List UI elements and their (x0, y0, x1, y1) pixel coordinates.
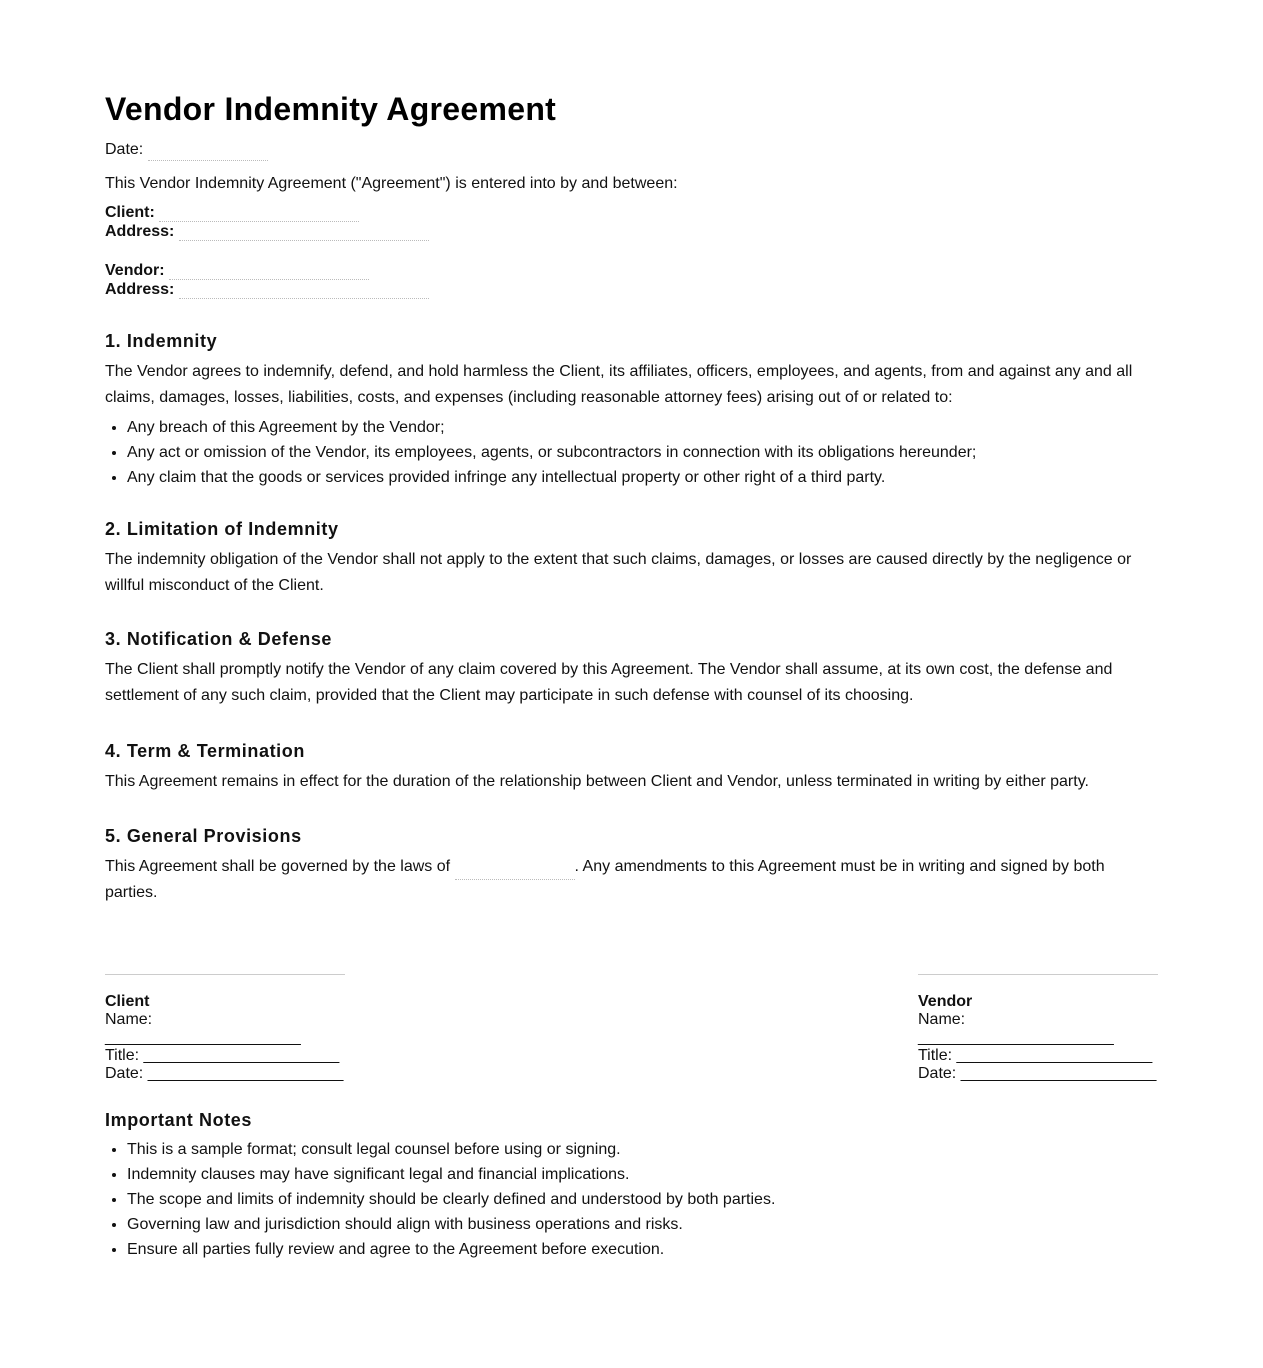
client-name-blank[interactable] (159, 203, 359, 222)
vendor-signature-line[interactable] (918, 974, 1158, 975)
list-item: • Any claim that the goods or services provided infringe any intellectual property or other right of a third party. (127, 465, 1158, 490)
section-heading: 1. Indemnity (105, 331, 218, 351)
vendor-party-block (105, 261, 1158, 299)
client-signature-block (105, 974, 345, 1083)
date-input-blank[interactable] (148, 142, 268, 161)
client-party-block (105, 203, 1158, 241)
client-label: Client: (105, 204, 155, 221)
indemnity-bullet-list (105, 415, 1158, 490)
vendor-signature-name: Name: ______________________ (918, 1011, 1114, 1046)
list-item: • Indemnity clauses may have significant legal and financial implications. (127, 1162, 1158, 1187)
section-heading: 5. General Provisions (105, 826, 302, 846)
section-body: The Client shall promptly notify the Vendor of any claim covered by this Agreement. The Vendor shall assume, at its own cost, the defense and settlement of any such claim, provided that the Client may participate in such defense with counsel of its choosing. (105, 661, 1113, 704)
document-title: Vendor Indemnity Agreement (105, 91, 557, 127)
vendor-address-label: Address: (105, 281, 175, 298)
notes-heading: Important Notes (105, 1110, 253, 1130)
signature-row (105, 974, 1158, 1082)
section-limitation (105, 517, 1158, 599)
vendor-signature-block (918, 974, 1158, 1083)
list-item: • This is a sample format; consult legal counsel before using or signing. (127, 1137, 1158, 1162)
vendor-signature-title: Title: ______________________ (918, 1047, 1153, 1064)
client-signature-line[interactable] (105, 974, 345, 975)
list-item: • Any act or omission of the Vendor, its employees, agents, or subcontractors in connection with its obligations hereunder; (127, 440, 1158, 465)
vendor-line (105, 261, 1158, 280)
vendor-signature-party: Vendor (918, 993, 973, 1010)
governing-law-text: This Agreement shall be governed by the laws of (105, 858, 451, 875)
section-body (105, 854, 1158, 906)
vendor-signature-date: Date: ______________________ (918, 1065, 1157, 1082)
client-signature-name: Name: ______________________ (105, 1011, 301, 1046)
list-item: • The scope and limits of indemnity should be clearly defined and understood by both parties. (127, 1187, 1158, 1212)
section-notification (105, 627, 1158, 709)
section-general (105, 824, 1158, 906)
governing-law-blank[interactable] (455, 861, 575, 880)
client-address-blank[interactable] (179, 222, 429, 241)
client-signature-date: Date: ______________________ (105, 1065, 344, 1082)
client-address-label: Address: (105, 223, 175, 240)
section-heading: 3. Notification & Defense (105, 629, 333, 649)
vendor-label: Vendor: (105, 262, 165, 279)
client-signature-party: Client (105, 993, 150, 1010)
amendments-text: . Any amendments to this Agreement must be in writing and signed by both parties. (105, 858, 1105, 901)
section-term (105, 739, 1158, 795)
vendor-address-line (105, 280, 1158, 299)
section-heading: 4. Term & Termination (105, 741, 305, 761)
section-indemnity (105, 329, 1158, 490)
date-label: Date: (105, 141, 144, 158)
section-heading: 2. Limitation of Indemnity (105, 519, 339, 539)
list-item: • Governing law and jurisdiction should align with business operations and risks. (127, 1212, 1158, 1237)
vendor-name-blank[interactable] (169, 261, 369, 280)
vendor-address-blank[interactable] (179, 280, 429, 299)
client-line (105, 203, 1158, 222)
list-item: • Ensure all parties fully review and agree to the Agreement before execution. (127, 1237, 1158, 1262)
section-body: The indemnity obligation of the Vendor shall not apply to the extent that such claims, damages, or losses are caused directly by the negligence or willful misconduct of the Client. (105, 551, 1132, 594)
date-line (105, 139, 1158, 161)
client-signature-title: Title: ______________________ (105, 1047, 340, 1064)
intro-text: This Vendor Indemnity Agreement ("Agreement") is entered into by and between: (105, 175, 678, 192)
section-body: The Vendor agrees to indemnify, defend, and hold harmless the Client, its affiliates, officers, employees, and agents, from and against any and all claims, damages, losses, liabilities, costs, and expenses (including reasonable attorney fees) arising out of or related to: (105, 363, 1133, 406)
section-body: This Agreement remains in effect for the duration of the relationship between Client and Vendor, unless terminated in writing by either party. (105, 773, 1089, 790)
client-address-line (105, 222, 1158, 241)
notes-list (105, 1137, 1158, 1262)
list-item: • Any breach of this Agreement by the Vendor; (127, 415, 1158, 440)
